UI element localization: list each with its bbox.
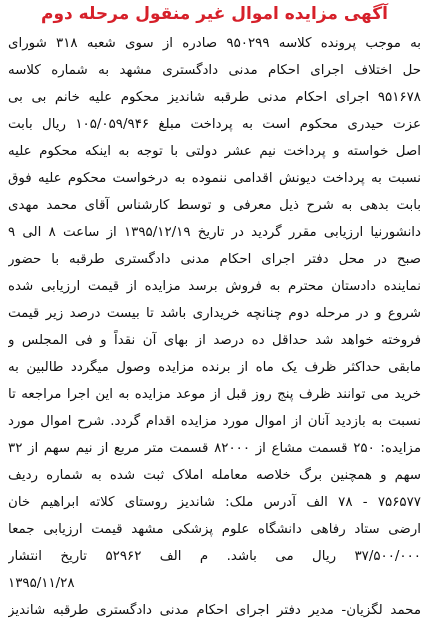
notice-line: ارضی ستاد رفاهی دانشگاه علوم پزشکی مشهد قیمت ارزیابی جمعا — [8, 522, 421, 537]
notice-line: نسبت به بازدید آنان از اموال مورد مزایده اقدام گردد. شرح اموال مورد — [8, 414, 421, 429]
notice-line: اصل خواسته و پرداخت نیم عشر دولتی با توجه به اینکه محکوم علیه — [8, 144, 421, 159]
notice-line: سهم و همچنین برگ خلاصه معامله املاک ثبت شده به شماره ردیف — [8, 468, 421, 483]
notice-line: فروخته خواهد شد حداقل ده درصد از بهای آن نقداً و فی المجلس و — [8, 333, 421, 348]
notice-line: مابقی حداکثر ظرف یک ماه از برنده مزایده وصول میگردد طالبین به — [8, 360, 421, 375]
notice-line: مزایده: ۲۵۰ قسمت مشاع از ۸۲۰۰۰ قسمت متر مربع از نیم سهم از ۳۲ — [8, 441, 421, 456]
notice-line: بابت بدهی به شرح ذیل معرفی و توسط کارشناس آقای محمد مهدی — [8, 198, 421, 213]
notice-line: ۷۵۶۵۷۷ - ۷۸ الف آدرس ملک: شاندیز روستای کلاته ابراهیم خان — [8, 495, 421, 510]
notice-title: آگهی مزایده اموال غیر منقول مرحله دوم — [41, 4, 388, 24]
notice-line: ۹۵۱۶۷۸ اجرای احکام مدنی طرقبه شاندیز محکوم علیه خانم بی بی — [8, 90, 421, 105]
notice-line: نماینده دادستان محترم به فروش برسد مزایده از قیمت ارزیابی شده — [8, 279, 421, 294]
notice-line: به موجب پرونده کلاسه ۹۵۰۲۹۹ صادره از سوی شعبه ۳۱۸ شورای — [8, 36, 421, 51]
publication-date: ۱۳۹۵/۱۱/۲۸ — [8, 576, 75, 591]
notice-line: دانشورنیا ارزیابی مقرر گردید در تاریخ ۱۳۹۵/۱۲/۱۹ از ساعت ۸ الی ۹ — [8, 225, 421, 240]
notice-signature: محمد لگزیان- مدیر دفتر اجرای احکام مدنی دادگستری طرقبه شاندیز — [8, 603, 421, 618]
notice-line: حل اختلاف اجرای احکام مدنی دادگستری مشهد به شماره کلاسه — [8, 63, 421, 78]
notice-line: نسبت به پرداخت دیونش اقدامی ننموده به درخواست محکوم علیه فوق — [8, 171, 421, 186]
notice-line: عزت حیدری محکوم است به پرداخت مبلغ ۱۰۵/۰۵۹/۹۴۶ ریال بابت — [8, 117, 421, 132]
notice-body — [8, 30, 421, 597]
notice-line: خرید می توانند ظرف پنج روز قبل از موعد مزایده به این اجرا مراجعه تا — [8, 387, 421, 402]
notice-line: شروع و در مرحله دوم چنانچه خریداری باشد تا بیست درصد زیر قیمت — [8, 306, 421, 321]
notice-line: صبح در محل دفتر اجرای احکام مدنی دادگستری طرقبه با حضور — [8, 252, 421, 267]
notice-line: ۳۷/۵۰۰/۰۰۰ ریال می باشد. م الف ۵۲۹۶۲ تاریخ انتشار — [8, 549, 421, 564]
